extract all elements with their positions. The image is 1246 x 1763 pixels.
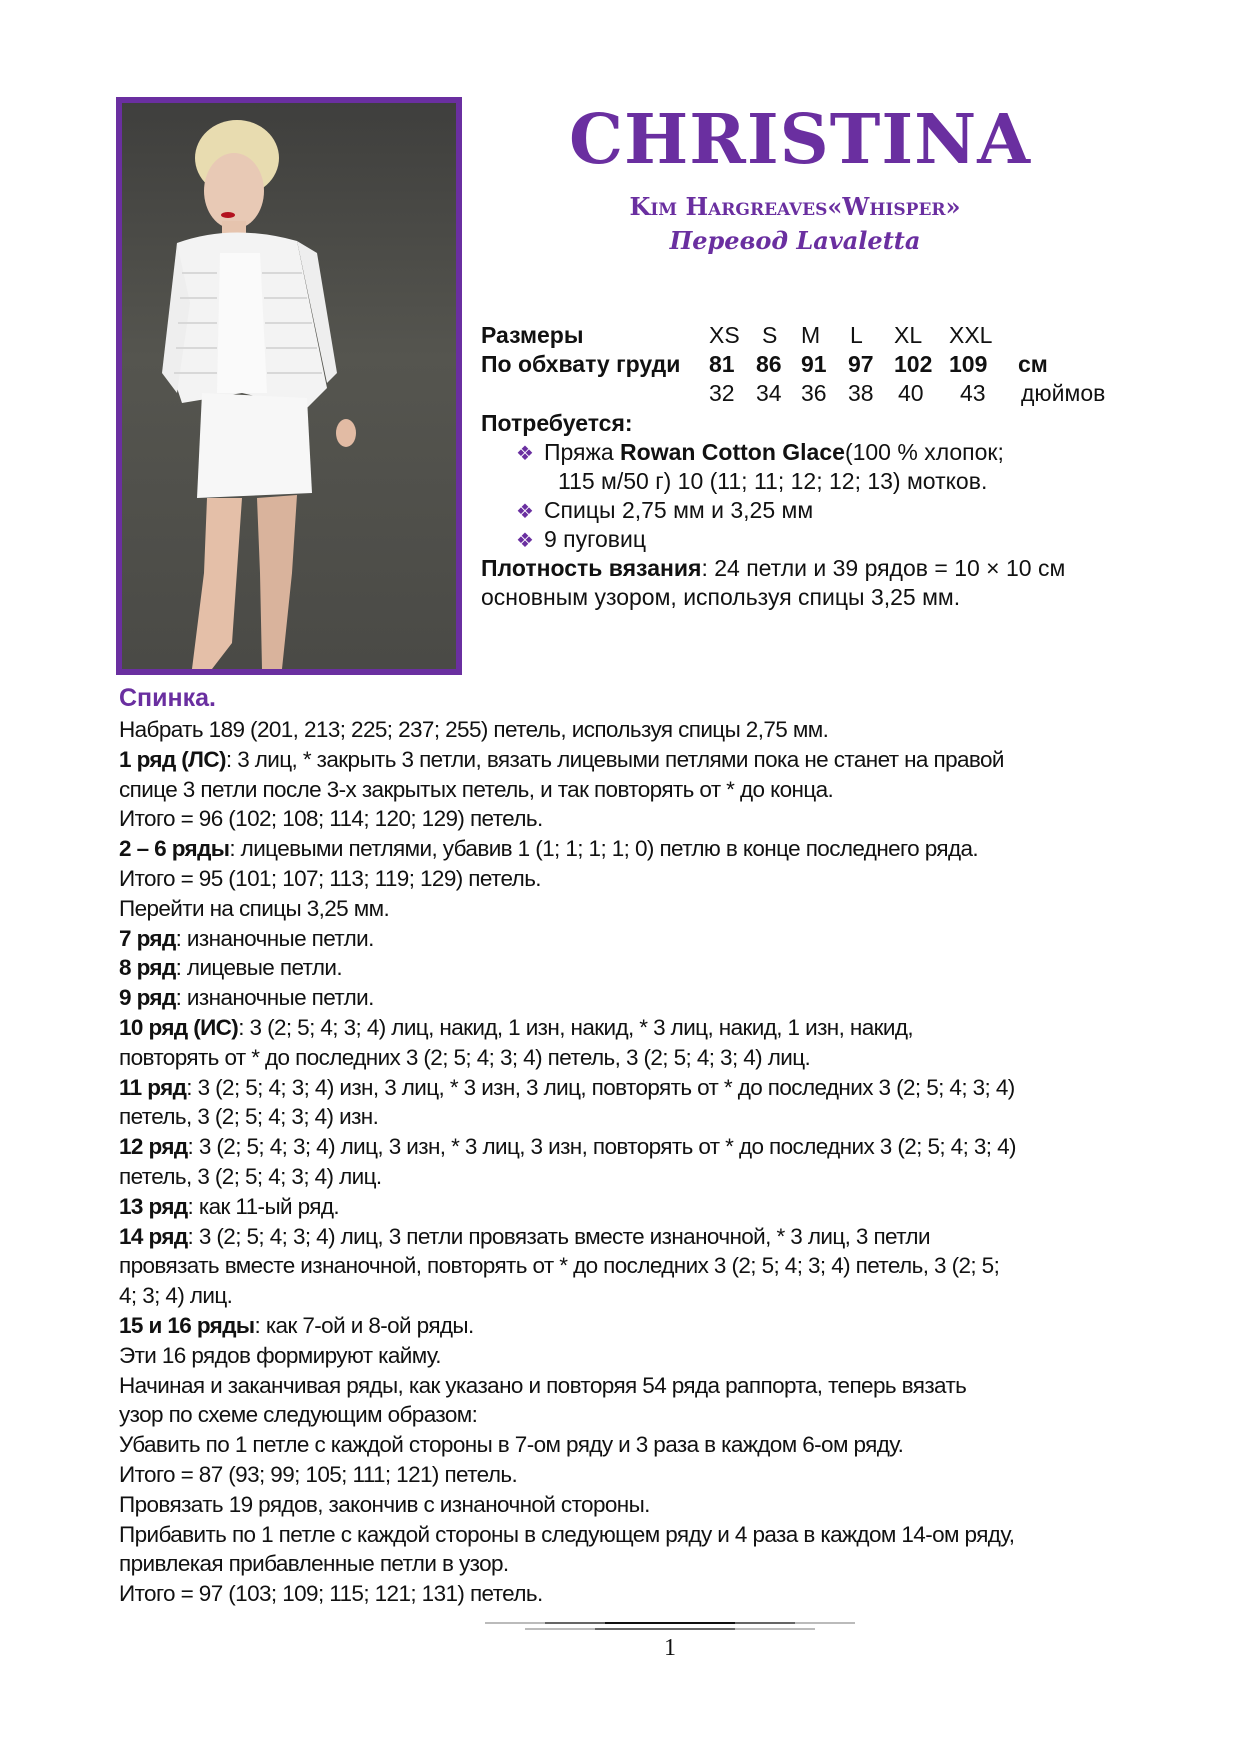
instruction-line bbox=[119, 745, 1149, 775]
row-label: 8 ряд bbox=[119, 955, 176, 981]
instruction-line bbox=[119, 1102, 1149, 1132]
chest-cm-l: 97 bbox=[848, 351, 874, 377]
instruction-line bbox=[119, 1132, 1149, 1162]
row-text: петель, 3 (2; 5; 4; 3; 4) изн. bbox=[119, 1104, 379, 1130]
buttons-item: ❖ 9 пуговиц bbox=[516, 526, 646, 552]
instructions-body bbox=[119, 715, 1149, 1609]
row-text: : 3 (2; 5; 4; 3; 4) лиц, накид, 1 изн, накид, * 3 лиц, накид, 1 изн, накид, bbox=[238, 1014, 914, 1040]
chest-cm-xl: 102 bbox=[894, 351, 933, 377]
row-text: Итого = 97 (103; 109; 115; 121; 131) петель. bbox=[119, 1581, 543, 1607]
row-text: Итого = 87 (93; 99; 105; 111; 121) петель. bbox=[119, 1461, 518, 1487]
row-text: : 3 (2; 5; 4; 3; 4) изн, 3 лиц, * 3 изн, 3 лиц, повторять от * до последних 3 (2; 5; 4; 3; 4) bbox=[186, 1074, 1015, 1100]
size-m: M bbox=[801, 322, 821, 348]
row-text: : изнаночные петли. bbox=[175, 925, 374, 951]
row-text: : 3 лиц, * закрыть 3 петли, вязать лицевыми петлями пока не станет на правой bbox=[225, 746, 1004, 772]
row-label: 10 ряд (ИС) bbox=[119, 1014, 239, 1040]
chest-cm-xs: 81 bbox=[709, 351, 735, 377]
row-text: : как 7-ой и 8-ой ряды. bbox=[254, 1312, 474, 1338]
row-text: привлекая прибавленные петли в узор. bbox=[119, 1551, 509, 1577]
product-photo bbox=[116, 97, 462, 675]
row-label: 15 и 16 ряды bbox=[119, 1312, 255, 1338]
instruction-line bbox=[119, 1430, 1149, 1460]
row-text: 4; 3; 4) лиц. bbox=[119, 1283, 233, 1309]
section-title: Спинка. bbox=[119, 684, 216, 712]
row-text: : лицевые петли. bbox=[175, 955, 342, 981]
in-unit: дюймов bbox=[1021, 380, 1106, 406]
instruction-line bbox=[119, 1222, 1149, 1252]
instruction-line bbox=[119, 804, 1149, 834]
row-label: 9 ряд bbox=[119, 985, 176, 1011]
chest-label: По обхвату груди bbox=[481, 351, 681, 377]
instruction-line bbox=[119, 1460, 1149, 1490]
cm-unit: см bbox=[1018, 351, 1048, 377]
translator-credit: Перевод Lavaletta bbox=[669, 226, 921, 255]
instruction-line bbox=[119, 1013, 1149, 1043]
needles-item: ❖ Спицы 2,75 мм и 3,25 мм bbox=[516, 497, 814, 523]
yarn-name: Rowan Cotton Glace bbox=[620, 439, 845, 465]
model-photo-illustration bbox=[122, 103, 456, 669]
instruction-line bbox=[119, 1043, 1149, 1073]
size-xl: XL bbox=[894, 322, 923, 348]
row-text: : 3 (2; 5; 4; 3; 4) лиц, 3 изн, * 3 лиц, 3 изн, повторять от * до последних 3 (2; 5; 4; 3; 4) bbox=[187, 1134, 1016, 1160]
sizes-label: Размеры bbox=[481, 322, 584, 348]
row-label: 11 ряд bbox=[119, 1074, 187, 1100]
designer-collection: Kim Hargreaves«Whisper» bbox=[629, 192, 961, 221]
diamond-bullet-icon: ❖ bbox=[516, 499, 534, 523]
chest-in-xxl: 43 bbox=[960, 380, 986, 406]
diamond-bullet-icon: ❖ bbox=[516, 528, 534, 552]
instruction-line bbox=[119, 1371, 1149, 1401]
instruction-line bbox=[119, 715, 1149, 745]
instruction-line bbox=[119, 953, 1149, 983]
page-number: 1 bbox=[664, 1635, 676, 1661]
footer-divider bbox=[485, 1620, 855, 1632]
instruction-line bbox=[119, 1251, 1149, 1281]
chest-in-xs: 32 bbox=[709, 380, 735, 406]
row-label: 12 ряд bbox=[119, 1134, 188, 1160]
row-text: : как 11-ый ряд. bbox=[187, 1193, 340, 1219]
size-xxl: XXL bbox=[949, 322, 993, 348]
instruction-line bbox=[119, 864, 1149, 894]
row-text: Эти 16 рядов формируют кайму. bbox=[119, 1342, 441, 1368]
instruction-line bbox=[119, 894, 1149, 924]
requirements-label: Потребуется: bbox=[481, 410, 633, 436]
gauge: Плотность вязания: 24 петли и 39 рядов = 10 × 10 см bbox=[481, 555, 1066, 581]
instruction-line bbox=[119, 1400, 1149, 1430]
instruction-line bbox=[119, 983, 1149, 1013]
row-text: узор по схеме следующим образом: bbox=[119, 1402, 478, 1428]
chest-cm-s: 86 bbox=[756, 351, 782, 377]
row-label: 13 ряд bbox=[119, 1193, 188, 1219]
row-text: Убавить по 1 петле с каждой стороны в 7-ом ряду и 3 раза в каждом 6-ом ряду. bbox=[119, 1432, 904, 1458]
row-text: : лицевыми петлями, убавив 1 (1; 1; 1; 1; 0) петлю в конце последнего ряда. bbox=[229, 836, 979, 862]
chest-in-m: 36 bbox=[801, 380, 827, 406]
row-text: Набрать 189 (201, 213; 225; 237; 255) петель, используя спицы 2,75 мм. bbox=[119, 717, 829, 742]
instruction-line bbox=[119, 1162, 1149, 1192]
row-label: 2 – 6 ряды bbox=[119, 836, 230, 862]
instruction-line bbox=[119, 1192, 1149, 1222]
row-text: : 3 (2; 5; 4; 3; 4) лиц, 3 петли провязать вместе изнаночной, * 3 лиц, 3 петли bbox=[187, 1223, 930, 1249]
instruction-line bbox=[119, 1281, 1149, 1311]
row-text: петель, 3 (2; 5; 4; 3; 4) лиц. bbox=[119, 1163, 382, 1189]
row-label: 7 ряд bbox=[119, 925, 176, 951]
instruction-line bbox=[119, 1311, 1149, 1341]
size-xs: XS bbox=[709, 322, 740, 348]
instruction-line bbox=[119, 1520, 1149, 1550]
instruction-line bbox=[119, 834, 1149, 864]
instruction-line bbox=[119, 1341, 1149, 1371]
chest-cm-m: 91 bbox=[801, 351, 827, 377]
size-l: L bbox=[850, 322, 863, 348]
chest-in-xl: 40 bbox=[898, 380, 924, 406]
pattern-title: CHRISTINA bbox=[568, 100, 1032, 180]
row-text: Прибавить по 1 петле с каждой стороны в следующем ряду и 4 раза в каждом 14-ом ряду, bbox=[119, 1521, 1015, 1547]
row-text: Перейти на спицы 3,25 мм. bbox=[119, 895, 390, 921]
row-text: Начиная и заканчивая ряды, как указано и повторяя 54 ряда раппорта, теперь вязать bbox=[119, 1372, 967, 1398]
instruction-line bbox=[119, 775, 1149, 805]
diamond-bullet-icon: ❖ bbox=[516, 441, 534, 465]
gauge-label: Плотность вязания bbox=[481, 555, 702, 581]
row-text: провязать вместе изнаночной, повторять от * до последних 3 (2; 5; 4; 3; 4) петель, 3 (2; 5; bbox=[119, 1253, 1000, 1279]
instruction-line bbox=[119, 1073, 1149, 1103]
instruction-line bbox=[119, 1579, 1149, 1609]
instruction-line bbox=[119, 1490, 1149, 1520]
row-text: спице 3 петли после 3-х закрытых петель, и так повторять от * до конца. bbox=[119, 776, 834, 802]
row-text: Итого = 96 (102; 108; 114; 120; 129) петель. bbox=[119, 806, 543, 832]
chest-in-l: 38 bbox=[848, 380, 874, 406]
row-text: повторять от * до последних 3 (2; 5; 4; 3; 4) петель, 3 (2; 5; 4; 3; 4) лиц. bbox=[119, 1044, 811, 1070]
chest-cm-xxl: 109 bbox=[949, 351, 988, 377]
yarn-item: ❖ Пряжа Rowan Cotton Glace(100 % хлопок; bbox=[516, 439, 1004, 465]
gauge-line2: основным узором, используя спицы 3,25 мм. bbox=[481, 584, 961, 610]
size-s: S bbox=[762, 322, 778, 348]
yarn-amount: 115 м/50 г) 10 (11; 11; 12; 12; 13) мотков. bbox=[558, 468, 988, 494]
instruction-line bbox=[119, 1549, 1149, 1579]
row-text: : изнаночные петли. bbox=[175, 985, 374, 1011]
row-text: Провязать 19 рядов, закончив с изнаночной стороны. bbox=[119, 1491, 650, 1517]
row-text: Итого = 95 (101; 107; 113; 119; 129) петель. bbox=[119, 865, 541, 891]
row-label: 14 ряд bbox=[119, 1223, 188, 1249]
chest-in-s: 34 bbox=[756, 380, 782, 406]
instruction-line bbox=[119, 924, 1149, 954]
row-label: 1 ряд (ЛС) bbox=[119, 746, 226, 772]
